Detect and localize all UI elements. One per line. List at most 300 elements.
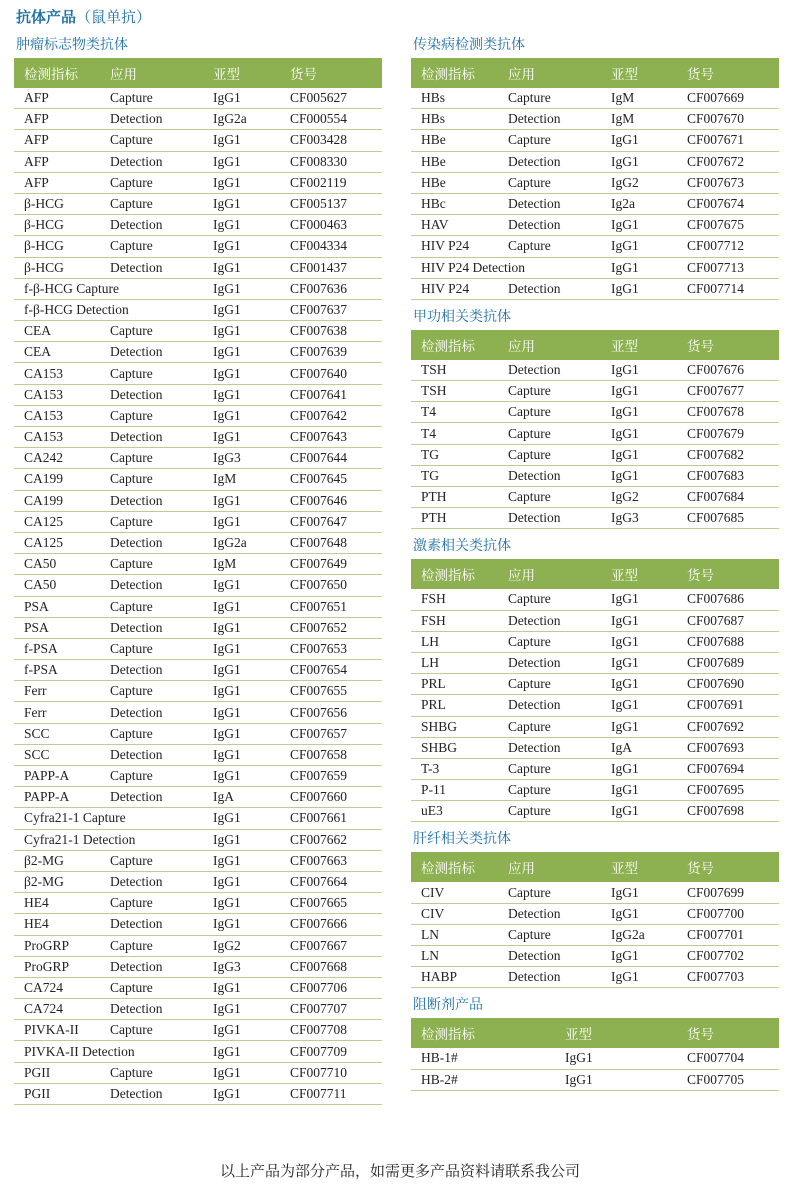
cell-indicator: LH: [411, 652, 498, 673]
cell-subtype: IgG1: [203, 490, 280, 511]
cell-indicator: CA125: [14, 532, 100, 553]
table-row: [411, 130, 779, 151]
cell-subtype: IgG1: [601, 610, 677, 631]
header-subtype: 亚型: [601, 559, 677, 589]
cell-catalog-no: CF007674: [677, 193, 779, 214]
cell-application: Capture: [100, 469, 203, 490]
cell-catalog-no: CF007700: [677, 903, 779, 924]
header-catalog-no: 货号: [677, 58, 779, 88]
cell-indicator: TG: [411, 465, 498, 486]
cell-application: Capture: [100, 321, 203, 342]
cell-indicator: AFP: [14, 109, 100, 130]
header-subtype: 亚型: [601, 852, 677, 882]
cell-subtype: IgG1: [601, 780, 677, 801]
cell-subtype: IgG1: [601, 695, 677, 716]
cell-catalog-no: CF007693: [677, 737, 779, 758]
header-indicator: 检测指标: [411, 1018, 555, 1048]
table-row: [411, 737, 779, 758]
cell-application: Capture: [498, 801, 601, 822]
cell-indicator: CA153: [14, 427, 100, 448]
cell-catalog-no: CF007684: [677, 487, 779, 508]
cell-subtype: IgG1: [203, 172, 280, 193]
table-row: [411, 903, 779, 924]
cell-catalog-no: CF007666: [280, 914, 382, 935]
header-indicator: 检测指标: [411, 559, 498, 589]
cell-catalog-no: CF007695: [677, 780, 779, 801]
cell-catalog-no: CF007655: [280, 681, 382, 702]
cell-catalog-no: CF008330: [280, 151, 382, 172]
cell-subtype: IgG1: [203, 278, 280, 299]
cell-application: Detection: [100, 384, 203, 405]
cell-catalog-no: CF007656: [280, 702, 382, 723]
cell-application: Detection: [100, 575, 203, 596]
cell-application: Capture: [100, 596, 203, 617]
cell-catalog-no: CF007699: [677, 882, 779, 903]
cell-catalog-no: CF007668: [280, 956, 382, 977]
table-row: [14, 1041, 382, 1062]
cell-indicator: ProGRP: [14, 956, 100, 977]
cell-indicator: FSH: [411, 589, 498, 610]
table-row: [14, 236, 382, 257]
cell-indicator: HBe: [411, 172, 498, 193]
cell-application: Detection: [100, 999, 203, 1020]
cell-indicator: LH: [411, 631, 498, 652]
cell-catalog-no: CF007702: [677, 946, 779, 967]
table-row: [14, 829, 382, 850]
cell-subtype: IgG3: [203, 448, 280, 469]
cell-subtype: IgG1: [203, 744, 280, 765]
table-row: [14, 723, 382, 744]
cell-application: Detection: [100, 490, 203, 511]
cell-indicator: CA199: [14, 469, 100, 490]
cell-indicator: SCC: [14, 744, 100, 765]
cell-indicator: AFP: [14, 172, 100, 193]
cell-indicator: CA242: [14, 448, 100, 469]
page-title-main: 抗体产品: [16, 8, 77, 26]
cell-subtype: IgG1: [203, 88, 280, 109]
right-column: [411, 32, 779, 1091]
cell-catalog-no: CF007710: [280, 1062, 382, 1083]
table-row: [14, 935, 382, 956]
cell-application: Capture: [498, 780, 601, 801]
cell-catalog-no: CF004334: [280, 236, 382, 257]
cell-catalog-no: CF007651: [280, 596, 382, 617]
cell-application: Capture: [498, 381, 601, 402]
cell-application: Detection: [498, 151, 601, 172]
cell-indicator: CEA: [14, 321, 100, 342]
cell-subtype: IgG1: [203, 617, 280, 638]
table-row: [14, 299, 382, 320]
cell-indicator: T4: [411, 402, 498, 423]
left-column: [14, 32, 382, 1105]
cell-application: Capture: [100, 850, 203, 871]
table-row: [14, 871, 382, 892]
table-row: [411, 589, 779, 610]
cell-catalog-no: CF007707: [280, 999, 382, 1020]
cell-subtype: IgG1: [601, 215, 677, 236]
cell-indicator: Ferr: [14, 681, 100, 702]
cell-catalog-no: CF007645: [280, 469, 382, 490]
cell-indicator: HAV: [411, 215, 498, 236]
cell-subtype: IgG1: [601, 801, 677, 822]
cell-application: Detection: [100, 342, 203, 363]
cell-indicator: PIVKA-II Detection: [14, 1041, 203, 1062]
cell-catalog-no: CF007663: [280, 850, 382, 871]
table-header-row: [411, 559, 779, 589]
table-row: [14, 193, 382, 214]
cell-application: Capture: [100, 723, 203, 744]
cell-subtype: IgG1: [203, 660, 280, 681]
cell-application: Detection: [100, 702, 203, 723]
cell-subtype: IgA: [601, 737, 677, 758]
table-row: [14, 575, 382, 596]
cell-indicator: ProGRP: [14, 935, 100, 956]
table-row: [411, 967, 779, 988]
cell-subtype: IgG1: [203, 193, 280, 214]
cell-application: Capture: [498, 402, 601, 423]
header-catalog-no: 货号: [677, 559, 779, 589]
cell-indicator: f-β-HCG Detection: [14, 299, 203, 320]
cell-indicator: f-PSA: [14, 638, 100, 659]
cell-subtype: IgG1: [601, 444, 677, 465]
table-thyroid: [411, 330, 779, 530]
cell-catalog-no: CF007687: [677, 610, 779, 631]
cell-catalog-no: CF000554: [280, 109, 382, 130]
cell-catalog-no: CF001437: [280, 257, 382, 278]
cell-indicator: PIVKA-II: [14, 1020, 100, 1041]
cell-indicator: AFP: [14, 88, 100, 109]
cell-application: Detection: [100, 617, 203, 638]
cell-subtype: IgG1: [203, 723, 280, 744]
table-row: [14, 88, 382, 109]
table-row: [411, 236, 779, 257]
cell-catalog-no: CF007705: [677, 1069, 779, 1090]
cell-application: Detection: [498, 465, 601, 486]
cell-catalog-no: CF007688: [677, 631, 779, 652]
cell-catalog-no: CF007646: [280, 490, 382, 511]
cell-application: Detection: [498, 215, 601, 236]
header-application: 应用: [100, 58, 203, 88]
table-row: [411, 193, 779, 214]
table-row: [14, 1083, 382, 1104]
cell-indicator: CA153: [14, 363, 100, 384]
header-application: 应用: [498, 559, 601, 589]
table-row: [411, 882, 779, 903]
table-row: [14, 893, 382, 914]
cell-catalog-no: CF007652: [280, 617, 382, 638]
cell-subtype: IgG1: [203, 342, 280, 363]
header-subtype: 亚型: [601, 330, 677, 360]
cell-catalog-no: CF007706: [280, 977, 382, 998]
cell-subtype: IgG1: [601, 130, 677, 151]
table-row: [14, 130, 382, 151]
cell-catalog-no: CF007675: [677, 215, 779, 236]
cell-indicator: HBe: [411, 130, 498, 151]
cell-subtype: IgG1: [601, 381, 677, 402]
table-row: [411, 172, 779, 193]
table-row: [14, 1062, 382, 1083]
cell-subtype: IgG1: [203, 766, 280, 787]
table-row: [14, 511, 382, 532]
cell-application: Capture: [498, 924, 601, 945]
cell-indicator: SHBG: [411, 716, 498, 737]
cell-application: Detection: [498, 508, 601, 529]
cell-catalog-no: CF007664: [280, 871, 382, 892]
cell-subtype: IgG1: [203, 405, 280, 426]
cell-indicator: PAPP-A: [14, 787, 100, 808]
cell-application: Detection: [100, 871, 203, 892]
table-row: [14, 638, 382, 659]
cell-catalog-no: CF007659: [280, 766, 382, 787]
cell-application: Capture: [100, 193, 203, 214]
cell-application: Capture: [498, 758, 601, 779]
cell-catalog-no: CF007673: [677, 172, 779, 193]
cell-indicator: CIV: [411, 903, 498, 924]
cell-subtype: IgG1: [203, 130, 280, 151]
table-row: [411, 360, 779, 381]
cell-indicator: CA50: [14, 554, 100, 575]
cell-indicator: HABP: [411, 967, 498, 988]
cell-catalog-no: CF007669: [677, 88, 779, 109]
table-row: [14, 702, 382, 723]
cell-subtype: IgG1: [203, 299, 280, 320]
table-row: [411, 487, 779, 508]
cell-subtype: IgG1: [601, 631, 677, 652]
header-catalog-no: 货号: [280, 58, 382, 88]
cell-application: Detection: [100, 744, 203, 765]
table-row: [14, 321, 382, 342]
header-application: 应用: [498, 852, 601, 882]
cell-catalog-no: CF007698: [677, 801, 779, 822]
cell-catalog-no: CF007677: [677, 381, 779, 402]
cell-subtype: IgG3: [203, 956, 280, 977]
cell-catalog-no: CF007676: [677, 360, 779, 381]
cell-indicator: CA50: [14, 575, 100, 596]
cell-indicator: LN: [411, 924, 498, 945]
cell-subtype: IgG1: [203, 363, 280, 384]
cell-catalog-no: CF007713: [677, 257, 779, 278]
table-row: [411, 610, 779, 631]
cell-indicator: f-β-HCG Capture: [14, 278, 203, 299]
table-row: [411, 946, 779, 967]
table-row: [411, 716, 779, 737]
cell-catalog-no: CF007647: [280, 511, 382, 532]
cell-indicator: PAPP-A: [14, 766, 100, 787]
cell-subtype: IgG1: [203, 850, 280, 871]
table-row: [411, 381, 779, 402]
cell-application: Capture: [498, 423, 601, 444]
cell-subtype: IgG1: [203, 511, 280, 532]
cell-subtype: IgG2: [601, 487, 677, 508]
cell-catalog-no: CF007654: [280, 660, 382, 681]
table-header-row: [411, 852, 779, 882]
cell-application: Capture: [498, 88, 601, 109]
cell-application: Capture: [498, 631, 601, 652]
cell-indicator: T-3: [411, 758, 498, 779]
cell-catalog-no: CF007679: [677, 423, 779, 444]
table-row: [14, 448, 382, 469]
cell-subtype: IgG1: [601, 360, 677, 381]
table-row: [411, 631, 779, 652]
cell-application: Capture: [100, 638, 203, 659]
cell-indicator: HBs: [411, 88, 498, 109]
cell-catalog-no: CF007703: [677, 967, 779, 988]
cell-subtype: IgG1: [601, 758, 677, 779]
cell-indicator: β-HCG: [14, 257, 100, 278]
cell-catalog-no: CF007671: [677, 130, 779, 151]
cell-catalog-no: CF007683: [677, 465, 779, 486]
table-row: [14, 808, 382, 829]
cell-application: Capture: [100, 236, 203, 257]
cell-subtype: IgG1: [203, 681, 280, 702]
table-row: [14, 660, 382, 681]
cell-application: Capture: [100, 172, 203, 193]
header-catalog-no: 货号: [677, 852, 779, 882]
cell-subtype: IgG1: [203, 914, 280, 935]
cell-application: Detection: [100, 109, 203, 130]
cell-subtype: IgM: [203, 554, 280, 575]
cell-subtype: IgG2: [203, 935, 280, 956]
footer-note: 以上产品为部分产品，如需更多产品资料请联系我公司: [219, 1162, 580, 1180]
cell-indicator: Cyfra21-1 Detection: [14, 829, 203, 850]
cell-catalog-no: CF007704: [677, 1048, 779, 1069]
cell-application: Detection: [100, 914, 203, 935]
cell-catalog-no: CF007711: [280, 1083, 382, 1104]
header-catalog-no: 货号: [677, 330, 779, 360]
cell-application: Capture: [100, 681, 203, 702]
cell-application: Capture: [498, 444, 601, 465]
table-row: [14, 554, 382, 575]
cell-indicator: SHBG: [411, 737, 498, 758]
table-row: [14, 215, 382, 236]
cell-catalog-no: CF007649: [280, 554, 382, 575]
cell-catalog-no: CF007660: [280, 787, 382, 808]
table-row: [14, 405, 382, 426]
cell-catalog-no: CF007636: [280, 278, 382, 299]
cell-application: Detection: [100, 257, 203, 278]
cell-subtype: IgG1: [601, 402, 677, 423]
section-title-liver: 肝纤相关类抗体: [413, 831, 511, 848]
cell-application: Capture: [498, 236, 601, 257]
cell-indicator: uE3: [411, 801, 498, 822]
cell-subtype: IgG1: [203, 236, 280, 257]
cell-catalog-no: CF007653: [280, 638, 382, 659]
cell-subtype: IgG1: [601, 236, 677, 257]
cell-indicator: HIV P24 Detection: [411, 257, 601, 278]
cell-application: Detection: [100, 660, 203, 681]
cell-subtype: IgG1: [203, 321, 280, 342]
cell-catalog-no: CF007658: [280, 744, 382, 765]
cell-application: Detection: [498, 652, 601, 673]
cell-application: Capture: [498, 172, 601, 193]
cell-catalog-no: CF007637: [280, 299, 382, 320]
table-hormone: [411, 559, 779, 822]
table-row: [411, 444, 779, 465]
cell-subtype: IgA: [203, 787, 280, 808]
cell-subtype: IgG1: [601, 946, 677, 967]
cell-indicator: LN: [411, 946, 498, 967]
cell-indicator: HBs: [411, 109, 498, 130]
table-blocker: [411, 1018, 779, 1090]
cell-indicator: P-11: [411, 780, 498, 801]
cell-catalog-no: CF005137: [280, 193, 382, 214]
cell-application: Capture: [100, 893, 203, 914]
table-row: [14, 914, 382, 935]
cell-indicator: f-PSA: [14, 660, 100, 681]
cell-subtype: IgG1: [601, 257, 677, 278]
cell-subtype: IgG2a: [203, 532, 280, 553]
cell-subtype: IgG1: [203, 1083, 280, 1104]
table-row: [14, 151, 382, 172]
page-title: [16, 6, 151, 27]
header-indicator: 检测指标: [14, 58, 100, 88]
cell-subtype: IgG1: [203, 871, 280, 892]
cell-subtype: IgG1: [203, 1041, 280, 1062]
cell-application: Detection: [498, 695, 601, 716]
table-row: [411, 695, 779, 716]
cell-indicator: CA153: [14, 384, 100, 405]
table-row: [411, 151, 779, 172]
cell-catalog-no: CF000463: [280, 215, 382, 236]
header-application: 应用: [498, 330, 601, 360]
cell-subtype: IgG1: [203, 575, 280, 596]
cell-subtype: IgG1: [601, 465, 677, 486]
cell-indicator: CA724: [14, 999, 100, 1020]
cell-subtype: IgG2: [601, 172, 677, 193]
cell-indicator: HE4: [14, 893, 100, 914]
table-row: [14, 278, 382, 299]
cell-indicator: FSH: [411, 610, 498, 631]
cell-subtype: IgG1: [601, 423, 677, 444]
cell-catalog-no: CF007644: [280, 448, 382, 469]
cell-indicator: T4: [411, 423, 498, 444]
cell-catalog-no: CF007667: [280, 935, 382, 956]
cell-indicator: PSA: [14, 617, 100, 638]
cell-indicator: HIV P24: [411, 278, 498, 299]
cell-application: Capture: [100, 766, 203, 787]
cell-catalog-no: CF007639: [280, 342, 382, 363]
cell-indicator: β-HCG: [14, 236, 100, 257]
cell-catalog-no: CF007701: [677, 924, 779, 945]
cell-application: Detection: [100, 787, 203, 808]
table-row: [411, 278, 779, 299]
cell-subtype: IgG1: [601, 589, 677, 610]
cell-application: Capture: [100, 88, 203, 109]
table-row: [14, 172, 382, 193]
cell-catalog-no: CF007665: [280, 893, 382, 914]
cell-indicator: HE4: [14, 914, 100, 935]
cell-application: Capture: [498, 674, 601, 695]
table-header-row: [411, 1018, 779, 1048]
cell-indicator: β2-MG: [14, 871, 100, 892]
cell-indicator: PTH: [411, 508, 498, 529]
section-title-blocker: 阻断剂产品: [413, 997, 483, 1014]
cell-subtype: IgG1: [203, 977, 280, 998]
header-subtype: 亚型: [601, 58, 677, 88]
cell-subtype: IgG1: [203, 893, 280, 914]
cell-catalog-no: CF007662: [280, 829, 382, 850]
cell-subtype: IgG1: [555, 1048, 677, 1069]
cell-catalog-no: CF007643: [280, 427, 382, 448]
cell-catalog-no: CF007641: [280, 384, 382, 405]
table-row: [411, 257, 779, 278]
cell-application: Detection: [100, 1083, 203, 1104]
table-row: [14, 427, 382, 448]
table-row: [411, 215, 779, 236]
table-row: [14, 956, 382, 977]
cell-indicator: PRL: [411, 674, 498, 695]
cell-catalog-no: CF007648: [280, 532, 382, 553]
